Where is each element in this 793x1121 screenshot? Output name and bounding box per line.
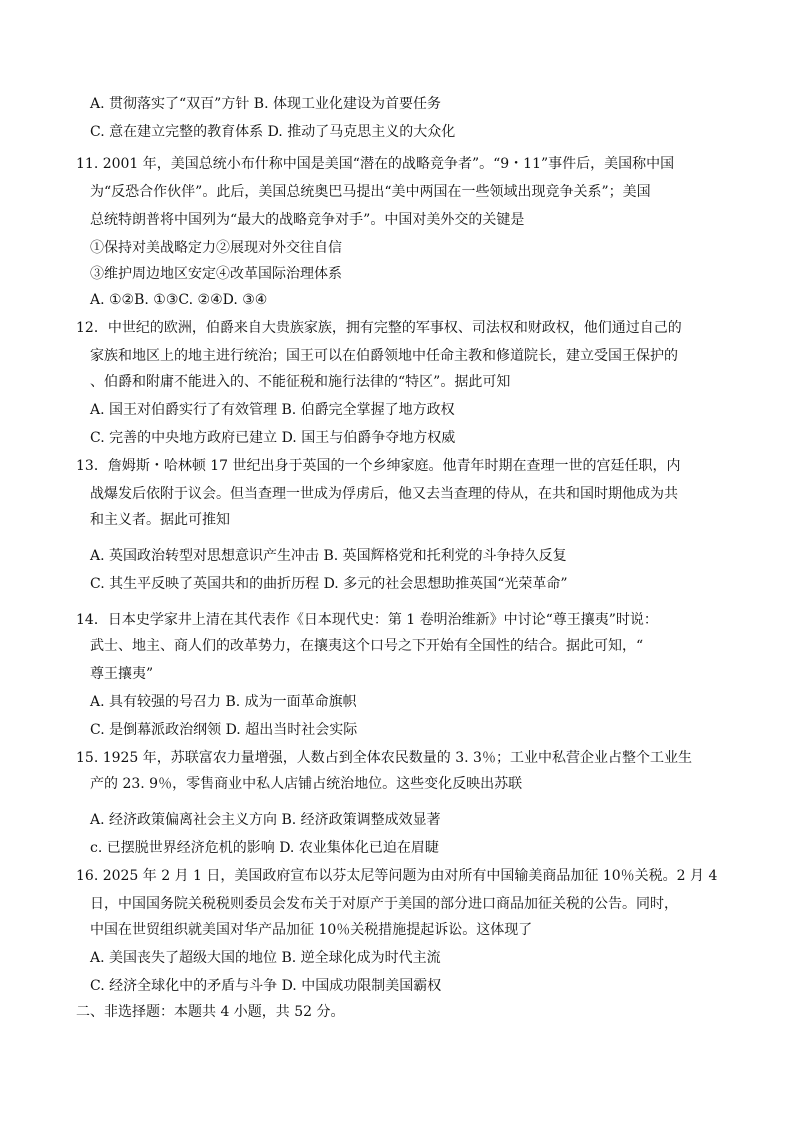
q16-option-cd: C. 经济全球化中的矛盾与斗争 D. 中国成功限制美国霸权 bbox=[90, 978, 442, 994]
q13-stem-line3: 和主义者。据此可推知 bbox=[90, 512, 230, 528]
q12-stem-line3: 、伯爵和附庸不能进入的、不能征税和施行法律的“特区”。据此可知 bbox=[90, 374, 511, 390]
q11-stem-line3: 总统特朗普将中国列为“最大的战略竞争对手”。中国对美外交的关键是 bbox=[90, 212, 525, 228]
q16-option-ab: A. 美国丧失了超级大国的地位 B. 逆全球化成为时代主流 bbox=[90, 950, 441, 966]
q15-stem-line1: 15. 1925 年，苏联富农力量增强，人数占到全体农民数量的 3. 3％；工业中私营企业占整个工业生 bbox=[76, 750, 692, 766]
q10-option-ab: A. 贯彻落实了“双百”方针 B. 体现工业化建设为首要任务 bbox=[90, 96, 441, 112]
q11-item-1-2: ①保持对美战略定力②展现对外交往自信 bbox=[90, 240, 342, 256]
q14-stem-line1: 14．日本史学家井上清在其代表作《日本现代史：第 1 卷明治维新》中讨论“尊王攘夷”时说： bbox=[76, 612, 658, 628]
q16-stem-line3: 中国在世贸组织就美国对华产品加征 10％关税措施提起诉讼。这体现了 bbox=[90, 922, 533, 938]
q13-stem-line2: 战爆发后依附于议会。但当查理一世成为俘虏后，他又去当查理的侍从，在共和国时期他成为共 bbox=[90, 486, 678, 502]
q12-option-cd: C. 完善的中央地方政府已建立 D. 国王与伯爵争夺地方权威 bbox=[90, 430, 456, 446]
q14-stem-line3: 尊王攘夷” bbox=[90, 666, 154, 682]
q13-stem-line1: 13．詹姆斯・哈林顿 17 世纪出身于英国的一个乡绅家庭。他青年时期在查理一世的宫廷任职，内 bbox=[76, 458, 681, 474]
q11-options: A. ①②B. ①③C. ②④D. ③④ bbox=[90, 292, 268, 308]
q15-option-cd: c. 已摆脱世界经济危机的影响 D. 农业集体化已迫在眉睫 bbox=[90, 840, 439, 856]
q12-stem-line1: 12．中世纪的欧洲，伯爵来自大贵族家族，拥有完整的军事权、司法权和财政权，他们通过自己的 bbox=[76, 320, 682, 336]
q11-stem-line2: 为“反恐合作伙伴”。此后，美国总统奥巴马提出“美中两国在一些领域出现竞争关系”；美国 bbox=[90, 184, 651, 200]
section-heading-non-choice: 二、非选择题：本题共 4 小题，共 52 分。 bbox=[76, 1004, 345, 1020]
q11-item-3-4: ③维护周边地区安定④改革国际治理体系 bbox=[90, 266, 342, 282]
q12-option-ab: A. 国王对伯爵实行了有效管理 B. 伯爵完全掌握了地方政权 bbox=[90, 402, 455, 418]
q10-option-cd: C. 意在建立完整的教育体系 D. 推动了马克思主义的大众化 bbox=[90, 124, 456, 140]
q13-option-cd: C. 其生平反映了英国共和的曲折历程 D. 多元的社会思想助推英国“光荣革命” bbox=[90, 576, 568, 592]
q16-stem-line2: 日，中国国务院关税税则委员会发布关于对原产于美国的部分进口商品加征关税的公告。同时， bbox=[90, 896, 678, 912]
q13-option-ab: A. 英国政治转型对思想意识产生冲击 B. 英国辉格党和托利党的斗争持久反复 bbox=[90, 548, 567, 564]
q14-option-cd: C. 是倒幕派政治纲领 D. 超出当时社会实际 bbox=[90, 722, 358, 738]
q15-option-ab: A. 经济政策偏离社会主义方向 B. 经济政策调整成效显著 bbox=[90, 812, 441, 828]
q16-stem-line1: 16. 2025 年 2 月 1 日，美国政府宣布以芬太尼等问题为由对所有中国输美商品加征 10％关税。2 月 4 bbox=[76, 868, 718, 884]
q14-option-ab: A. 具有较强的号召力 B. 成为一面革命旗帜 bbox=[90, 694, 357, 710]
q15-stem-line2: 产的 23. 9％，零售商业中私人店铺占统治地位。这些变化反映出苏联 bbox=[90, 776, 523, 792]
q14-stem-line2: 武士、地主、商人们的改革势力，在攘夷这个口号之下开始有全国性的结合。据此可知，“ bbox=[90, 638, 644, 654]
q12-stem-line2: 家族和地区上的地主进行统治；国王可以在伯爵领地中任命主教和修道院长，建立受国王保护的 bbox=[90, 348, 678, 364]
q11-stem-line1: 11. 2001 年，美国总统小布什称中国是美国“潜在的战略竞争者”。“9・11”事件后，美国称中国 bbox=[76, 156, 675, 172]
